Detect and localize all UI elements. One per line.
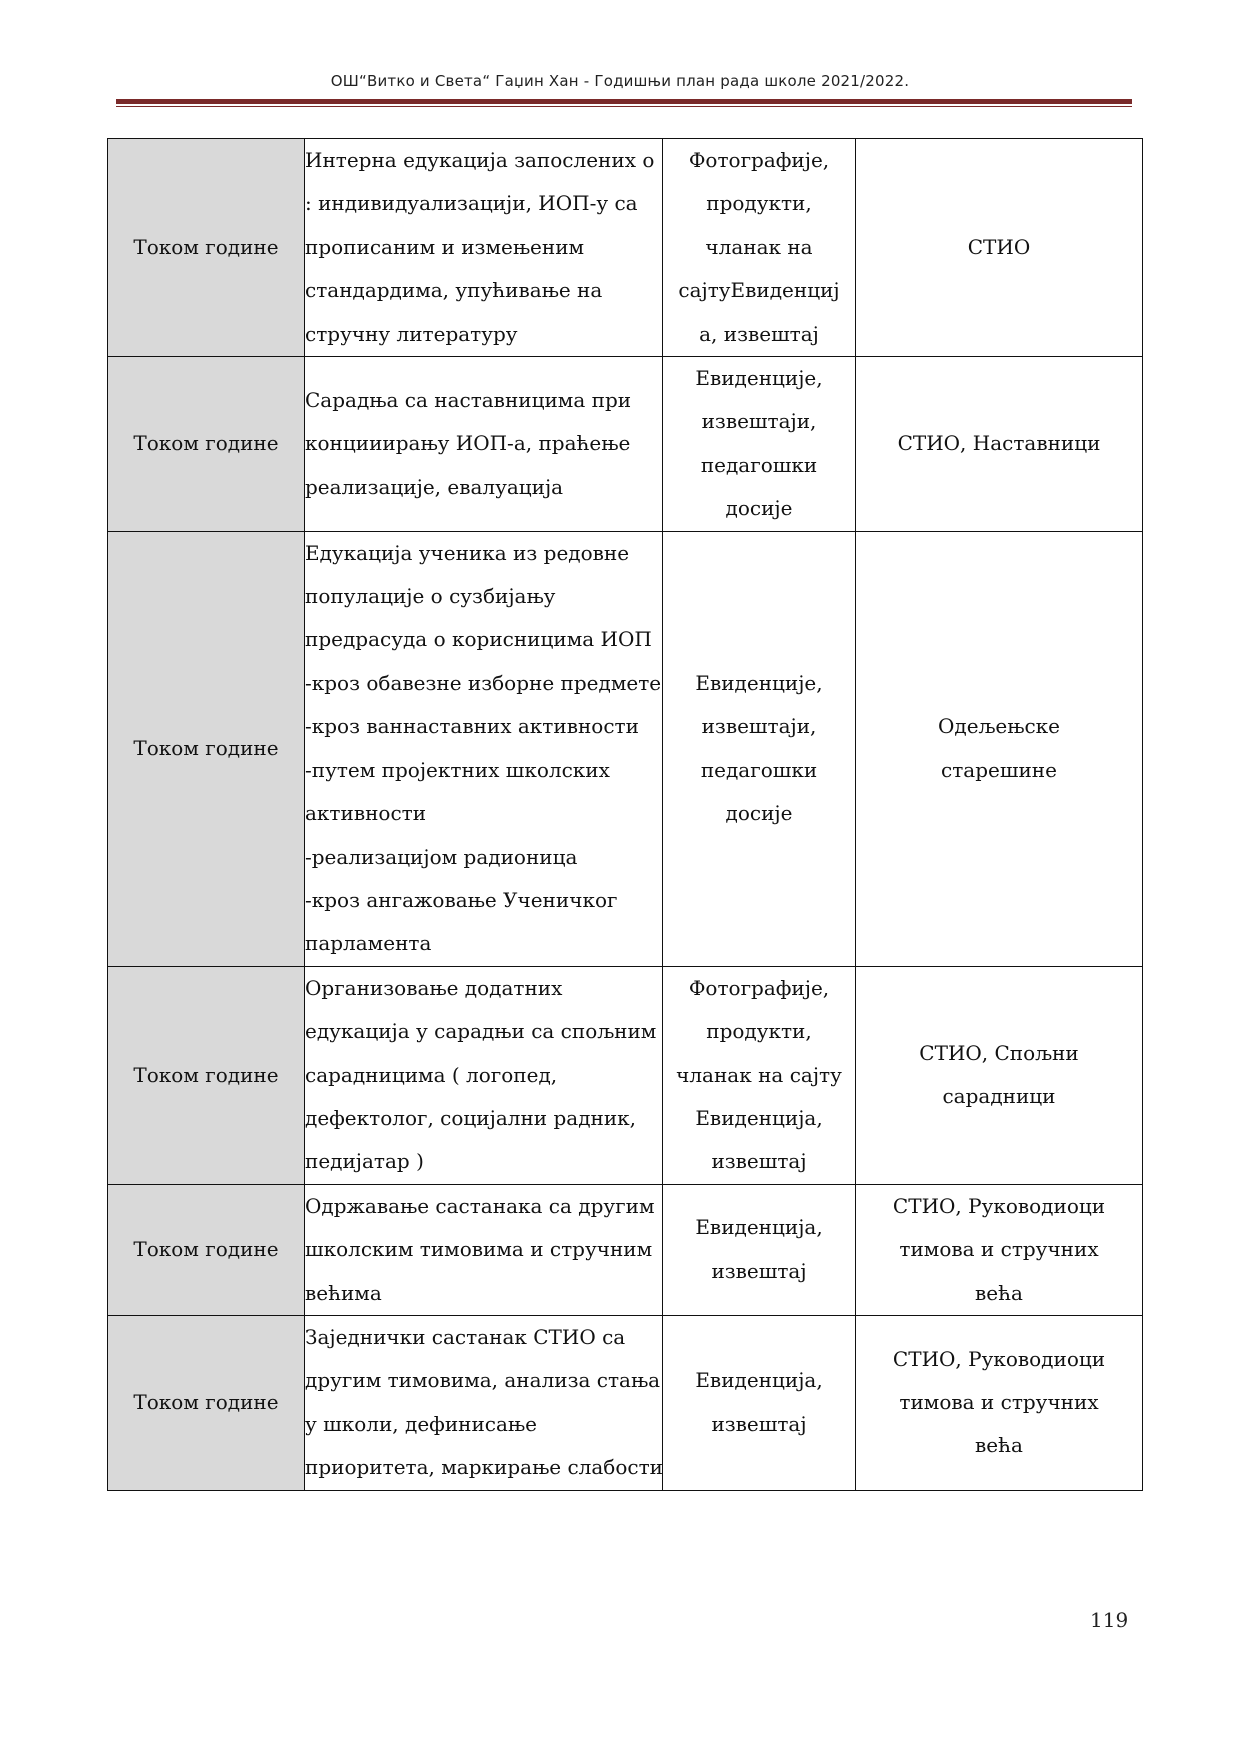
responsible-cell	[856, 357, 1143, 532]
activity-cell-line: предрасуда о корисницима ИОП	[305, 627, 652, 652]
activity-cell	[305, 966, 663, 1184]
activity-cell-line: Интерна едукација запослених о	[305, 148, 655, 172]
time-text: Током године	[133, 1237, 279, 1262]
activity-cell-line: приоритета, маркирање слабости	[305, 1455, 663, 1480]
activity-cell	[305, 531, 663, 966]
responsible-cell-line: СТИО, Руководиоци	[892, 1193, 1106, 1218]
responsible-cell-line: СТИО	[967, 234, 1031, 259]
evidence-cell-line: Фотографије,	[688, 975, 830, 1000]
time-cell	[108, 357, 305, 532]
evidence-cell-line: извештај	[711, 1149, 807, 1174]
responsible-cell-line: СТИО, Руководиоци	[892, 1346, 1106, 1371]
time-text: Током године	[133, 234, 279, 259]
activity-cell-line: популације о сузбијању	[305, 584, 556, 609]
responsible-cell-line: СТИО, Наставници	[897, 431, 1101, 456]
evidence-cell-line: извештај	[711, 1411, 807, 1436]
responsible-cell-line: Одељењске	[938, 714, 1060, 739]
evidence-cell-line: Евиденција,	[695, 1105, 823, 1130]
activity-cell-line: парламента	[305, 931, 432, 956]
activity-cell	[305, 1315, 663, 1490]
activity-cell-line: Едукација ученика из редовне	[305, 540, 630, 565]
table-row	[108, 1315, 1143, 1490]
table-row	[108, 531, 1143, 966]
activity-cell-line: Сарадња са наставницима при	[305, 387, 632, 412]
table-row	[108, 357, 1143, 532]
evidence-cell-line: досије	[725, 801, 793, 826]
activity-cell-line: прописаним и измењеним	[305, 234, 585, 259]
plan-table-body	[108, 139, 1143, 1491]
time-text: Током године	[133, 1062, 279, 1087]
time-cell	[108, 531, 305, 966]
activity-cell-line: -реализацијом радионица	[305, 844, 578, 869]
evidence-cell-line: Евиденције,	[695, 366, 823, 391]
table-row	[108, 966, 1143, 1184]
evidence-cell-line: чланак на	[705, 234, 813, 259]
evidence-cell	[663, 966, 856, 1184]
evidence-cell-line: сајтуЕвиденциј	[678, 278, 840, 303]
responsible-cell-line: СТИО, Спољни	[919, 1040, 1079, 1065]
activity-cell-line: -кроз обавезне изборне предмете	[305, 670, 662, 695]
evidence-cell	[663, 139, 856, 357]
evidence-cell-line: досије	[725, 496, 793, 521]
activity-cell-line: Одржавање састанака са другим	[305, 1193, 655, 1218]
time-cell	[108, 1315, 305, 1490]
table-row	[108, 1184, 1143, 1315]
evidence-cell-line: извештаји,	[701, 409, 817, 434]
evidence-cell	[663, 357, 856, 532]
responsible-cell-line: тимова и стручних	[899, 1237, 1099, 1262]
evidence-cell	[663, 1184, 856, 1315]
evidence-cell-line: продукти,	[706, 1019, 812, 1044]
activity-cell-line: стандардима, упућивање на	[305, 278, 603, 303]
activity-cell	[305, 1184, 663, 1315]
evidence-cell-line: продукти,	[706, 191, 812, 216]
responsible-cell	[856, 966, 1143, 1184]
activity-cell-line: Организовање додатних	[305, 975, 563, 1000]
time-text: Током године	[133, 735, 279, 760]
activity-cell-line: сарадницима ( логопед,	[305, 1062, 558, 1087]
activity-cell-line: концииирању ИОП-а, праћење	[305, 431, 631, 456]
evidence-cell-line: чланак на сајту	[676, 1062, 842, 1087]
evidence-cell-line: педагошки	[700, 452, 818, 477]
time-text: Током године	[133, 431, 279, 456]
evidence-cell-line: извештај	[711, 1258, 807, 1283]
responsible-cell-line: сарадници	[942, 1084, 1056, 1109]
activity-cell-line: едукација у сарадњи са спољним	[305, 1019, 657, 1044]
activity-cell-line: стручну литературу	[305, 321, 518, 346]
activity-cell-line: -кроз ваннаставних активности	[305, 714, 639, 739]
responsible-cell	[856, 531, 1143, 966]
activity-cell-line: -кроз ангажовање Ученичког	[305, 887, 618, 912]
evidence-cell-line: Фотографије,	[688, 148, 830, 172]
evidence-cell-line: Евиденција,	[695, 1368, 823, 1393]
time-text: Током године	[133, 1390, 279, 1415]
evidence-cell-line: педагошки	[700, 757, 818, 782]
header-rule-thick	[116, 99, 1132, 104]
evidence-cell-line: Евиденција,	[695, 1215, 823, 1240]
activity-cell-line: у школи, дефинисање	[305, 1411, 537, 1436]
activity-cell	[305, 139, 663, 357]
evidence-cell	[663, 1315, 856, 1490]
evidence-cell-line: а, извештај	[699, 321, 819, 346]
responsible-cell	[856, 1184, 1143, 1315]
responsible-cell-line: тимова и стручних	[899, 1390, 1099, 1415]
activity-cell-line: другим тимовима, анализа стања	[305, 1368, 661, 1393]
responsible-cell-line: старешине	[941, 757, 1057, 782]
evidence-cell	[663, 531, 856, 966]
evidence-cell-line: извештаји,	[701, 714, 817, 739]
header-rule-thin	[116, 106, 1132, 107]
activity-cell-line: школским тимовима и стручним	[305, 1237, 653, 1262]
activity-cell-line: дефектолог, социјални радник,	[305, 1105, 637, 1130]
responsible-cell	[856, 1315, 1143, 1490]
activity-cell-line: Заједнички састанак СТИО са	[305, 1324, 626, 1349]
plan-table	[107, 138, 1143, 1491]
activity-cell-line: реализације, евалуација	[305, 474, 564, 499]
evidence-cell-line: Евиденције,	[695, 670, 823, 695]
responsible-cell	[856, 139, 1143, 357]
activity-cell-line: -путем пројектних школских	[305, 757, 610, 782]
activity-cell-line: већима	[305, 1280, 382, 1305]
activity-cell-line: : индивидуализацији, ИОП-у са	[305, 191, 638, 216]
time-cell	[108, 139, 305, 357]
responsible-cell-line: већа	[975, 1280, 1023, 1305]
activity-cell-line: педијатар )	[305, 1149, 424, 1174]
time-cell	[108, 966, 305, 1184]
activity-cell	[305, 357, 663, 532]
time-cell	[108, 1184, 305, 1315]
page-header-title: ОШ“Витко и Света“ Гаџин Хан - Годишњи план рада школе 2021/2022.	[330, 72, 910, 90]
responsible-cell-line: већа	[975, 1433, 1023, 1458]
activity-cell-line: активности	[305, 801, 427, 826]
page-number: 119	[1090, 1608, 1129, 1632]
table-row	[108, 139, 1143, 357]
